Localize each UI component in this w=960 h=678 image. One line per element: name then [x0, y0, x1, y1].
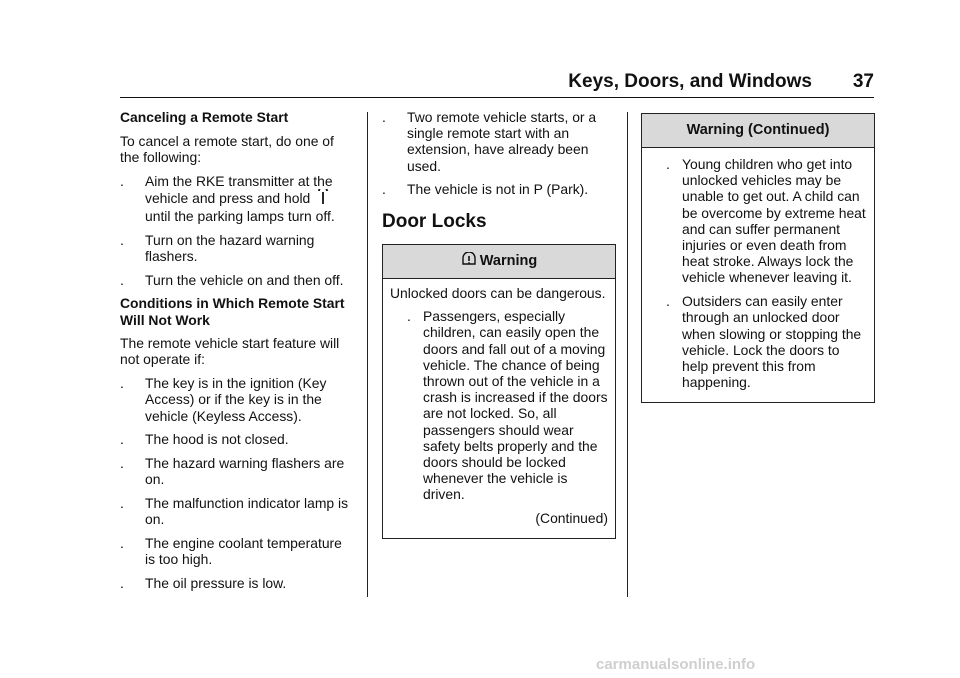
warning-box — [382, 244, 616, 539]
warning-icon — [461, 248, 477, 281]
list-item — [382, 109, 616, 174]
list-item — [382, 181, 616, 197]
warning-intro: Unlocked doors can be dangerous. — [390, 284, 606, 301]
column-divider — [367, 112, 368, 597]
list-item-text: Aim the RKE transmitter at the vehicle and press and hold — [145, 172, 333, 206]
list-item — [120, 495, 355, 527]
list-item-text: The vehicle is not in P (Park). — [407, 181, 589, 198]
warning-header — [383, 245, 615, 279]
conditions-heading: Conditions in Which Remote Start Will Not Work — [120, 295, 345, 328]
header-rule — [120, 97, 874, 98]
list-item — [120, 535, 355, 567]
warning-body — [642, 148, 874, 402]
page-title: Keys, Doors, and Windows — [568, 71, 812, 92]
bullet-mark: . — [120, 172, 124, 189]
list-item-text: Passengers, especially children, can easily open the doors and fall out of a moving vehicle. The chance of being thrown out of the vehicle in a crash is increased if the doors are not locked. So, all passengers should wear safety belts properly and the doors should be locked whenever the vehicle is driven. — [423, 308, 608, 503]
bullet-mark: . — [120, 231, 124, 248]
page-header — [120, 70, 874, 94]
list-item-text: Two remote vehicle starts, or a single remote start with an extension, have already been used. — [407, 109, 597, 174]
list-item-text-cont: until the parking lamps turn off. — [145, 208, 335, 225]
list-item — [390, 308, 608, 502]
column-divider — [627, 112, 628, 597]
list-item — [120, 272, 355, 288]
page-number: 37 — [852, 71, 874, 92]
list-item — [120, 431, 355, 447]
list-item-text: Turn on the hazard warning flashers. — [145, 231, 315, 264]
list-item — [120, 455, 355, 487]
bullet-mark: . — [666, 156, 670, 172]
conditions-intro: The remote vehicle start feature will not operate if: — [120, 335, 340, 368]
list-item-text: The malfunction indicator lamp is on. — [145, 494, 349, 528]
cancel-heading: Canceling a Remote Start — [120, 109, 289, 125]
column-left — [120, 109, 355, 598]
section-title: Door Locks — [382, 210, 487, 232]
bullet-mark: . — [120, 494, 124, 511]
list-item-text: The hood is not closed. — [145, 431, 289, 448]
warning-header: Warning (Continued) — [642, 114, 874, 148]
list-item — [649, 156, 867, 286]
column-middle — [382, 109, 616, 539]
bullet-mark: . — [120, 271, 124, 288]
bullet-mark: . — [666, 293, 670, 310]
list-item-text: The key is in the ignition (Key Access) or if the key is in the vehicle (Keyless Access). — [145, 375, 327, 424]
cancel-intro: To cancel a remote start, do one of the following: — [120, 132, 334, 165]
continued-label: (Continued) — [535, 510, 608, 527]
list-item-text: The engine coolant temperature is too high. — [145, 534, 342, 567]
bullet-mark: . — [120, 574, 124, 591]
list-item-text: Young children who get into unlocked vehicles may be unable to get out. A child can be overcome by extreme heat and can suffer permanent injuries or even death from heat stroke. Always lock the vehicle whenever leaving it. — [682, 156, 866, 286]
bullet-mark: . — [120, 431, 124, 448]
bullet-mark: . — [120, 534, 124, 551]
list-item-text: The oil pressure is low. — [145, 574, 287, 591]
warning-box-continued — [641, 113, 875, 403]
list-item — [120, 575, 355, 591]
bullet-mark: . — [120, 375, 124, 392]
bullet-mark: . — [407, 308, 411, 325]
bullet-mark: . — [382, 109, 386, 125]
list-item-text: Turn the vehicle on and then off. — [145, 271, 344, 288]
bullet-mark: . — [382, 181, 386, 198]
list-item — [120, 375, 355, 424]
watermark: carmanualsonline.info — [596, 656, 756, 673]
warning-title: Warning — [479, 252, 538, 269]
column-right — [641, 113, 875, 403]
list-item-text: The hazard warning flashers are on. — [145, 454, 345, 488]
list-item — [649, 293, 867, 390]
list-item-text: Outsiders can easily enter through an unlocked door when slowing or stopping the vehicle. Lock the doors to help prevent this from happening. — [682, 293, 862, 391]
list-item — [120, 173, 355, 225]
bullet-mark: . — [120, 454, 124, 471]
warning-body — [383, 279, 615, 538]
remote-start-icon — [317, 189, 329, 208]
list-item — [120, 232, 355, 264]
